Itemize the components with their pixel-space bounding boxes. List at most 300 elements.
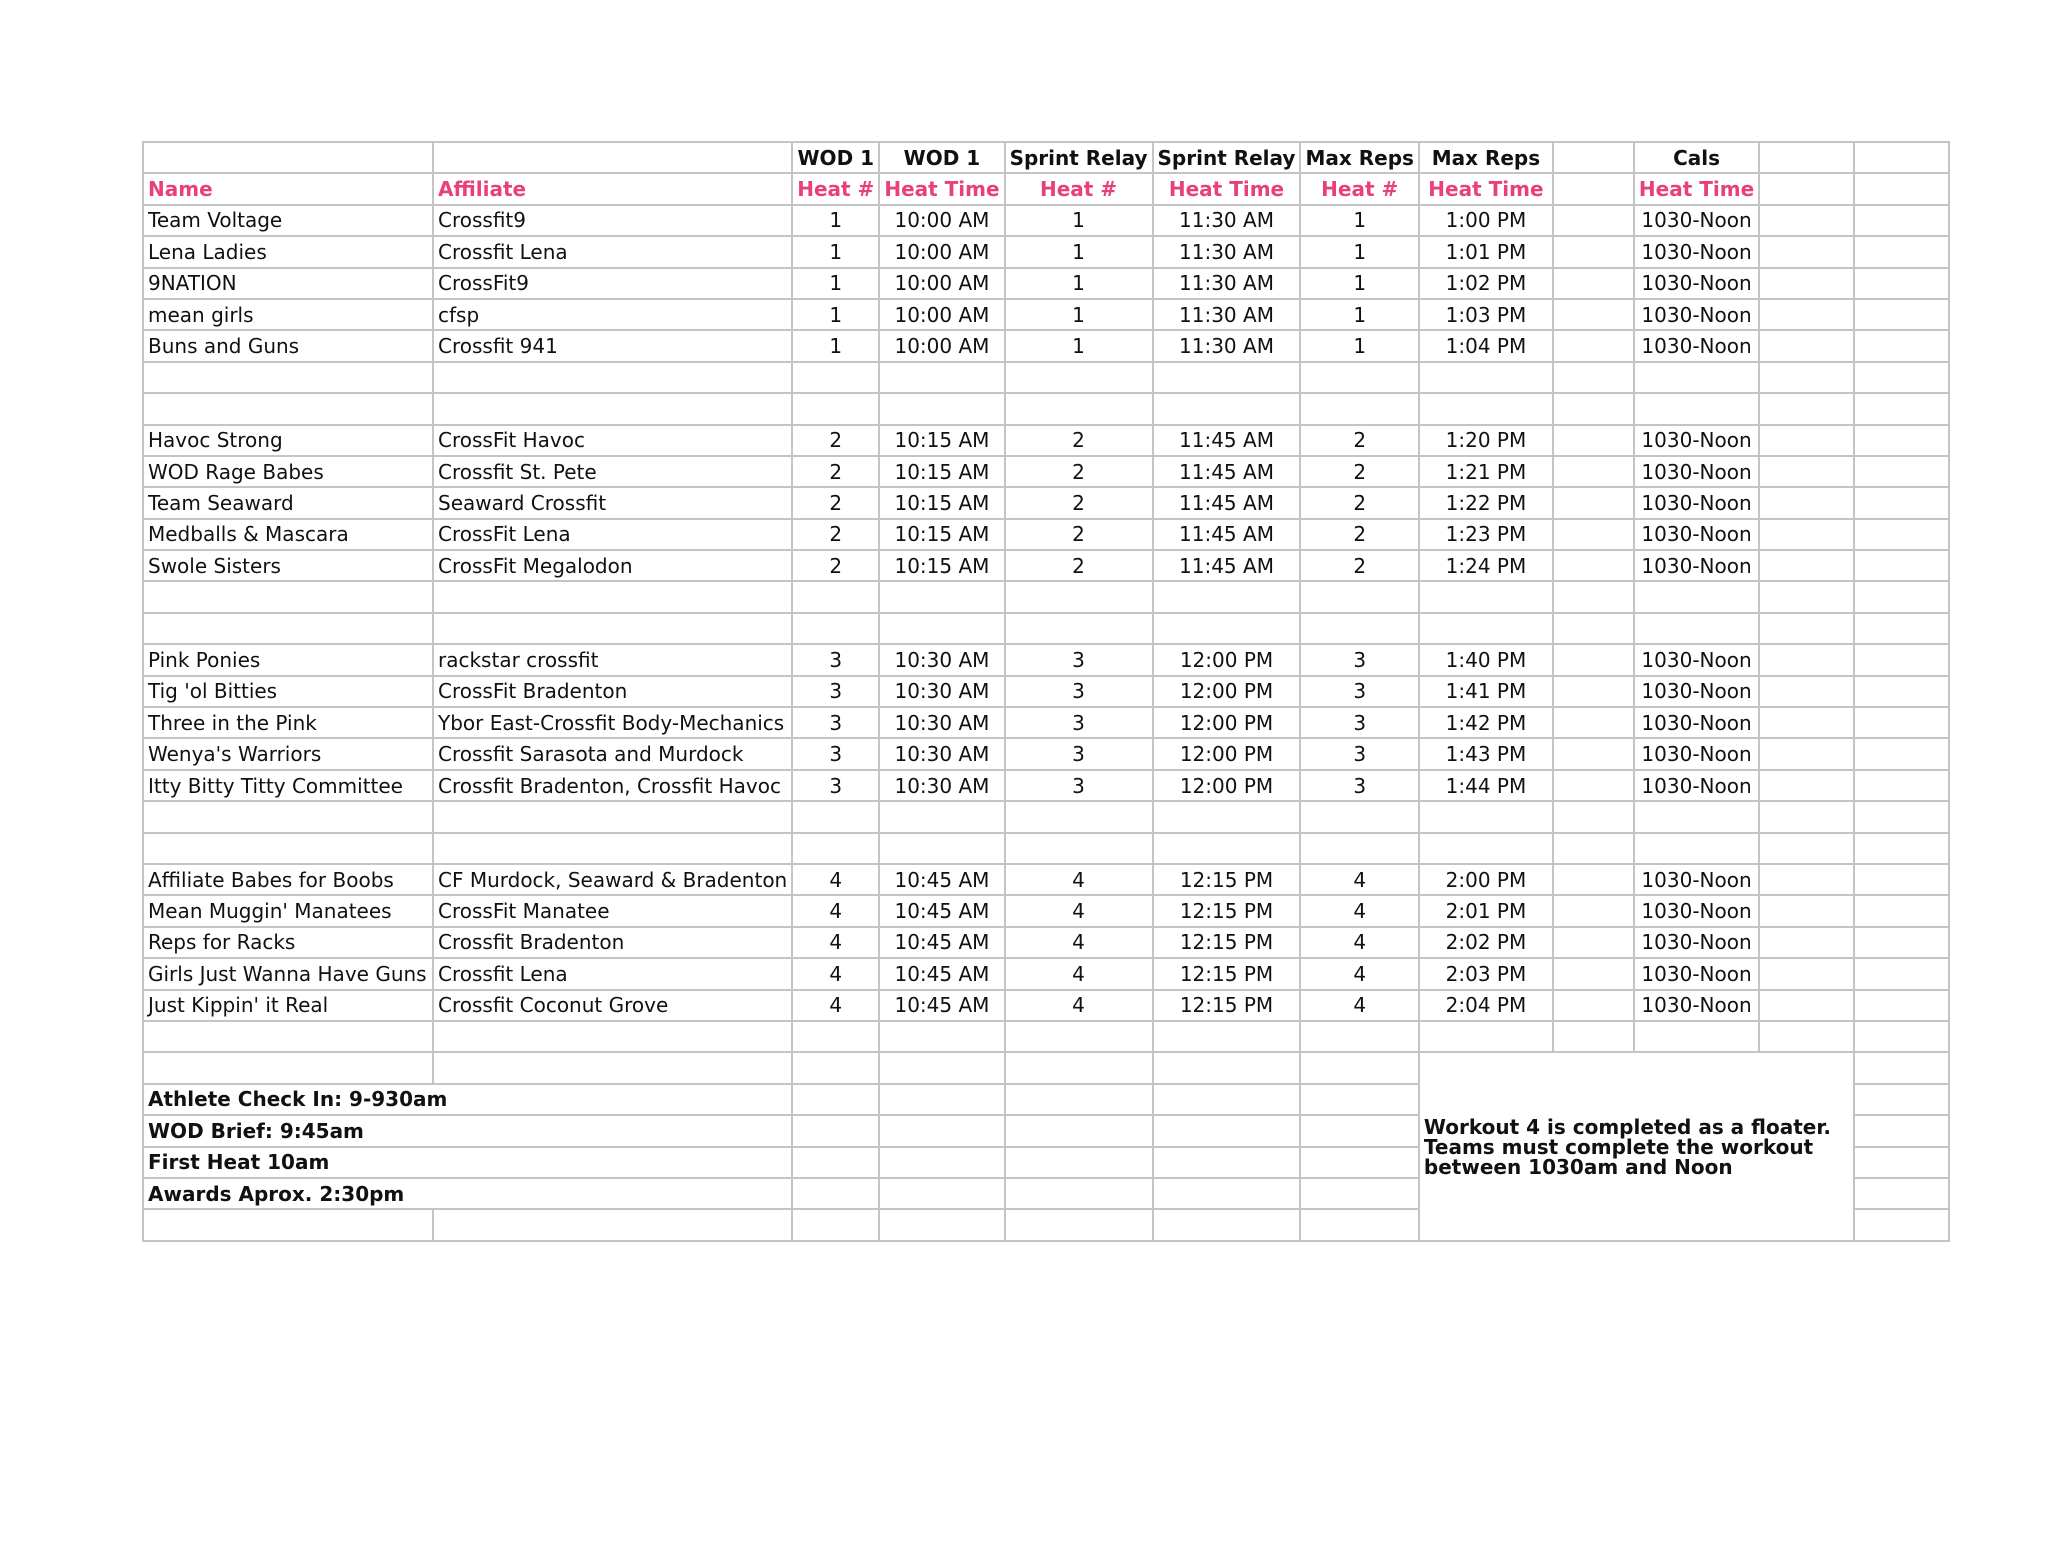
schedule-cell: 10:00 AM [879,268,1004,299]
table-row [143,519,1949,550]
team-name-cell: Havoc Strong [143,425,433,456]
schedule-cell [1553,864,1634,895]
empty-cell [1005,1084,1153,1115]
info-row [143,1052,1949,1083]
schedule-cell: 11:45 AM [1153,425,1301,456]
table-row [143,738,1949,769]
team-name-cell: Affiliate Babes for Boobs [143,864,433,895]
affiliate-cell: Crossfit Lena [433,236,792,267]
schedule-cell: 10:45 AM [879,990,1004,1021]
schedule-cell: 1030-Noon [1634,330,1759,361]
affiliate-cell: Crossfit Bradenton, Crossfit Havoc [433,770,792,801]
schedule-cell [1553,236,1634,267]
schedule-cell [1153,801,1301,832]
schedule-cell [1553,205,1634,236]
schedule-cell [1553,519,1634,550]
team-name-cell: Just Kippin' it Real [143,990,433,1021]
schedule-cell: 12:15 PM [1153,895,1301,926]
schedule-cell: 1 [1005,299,1153,330]
schedule-cell [1300,833,1418,864]
schedule-cell [1005,833,1153,864]
schedule-cell [1553,362,1634,393]
affiliate-cell [433,1021,792,1052]
empty-cell [1005,1147,1153,1178]
schedule-cell [1553,581,1634,612]
schedule-cell: 1 [792,236,879,267]
schedule-cell [1153,613,1301,644]
schedule-cell [1759,676,1854,707]
schedule-cell [1759,487,1854,518]
table-row [143,958,1949,989]
schedule-cell: 1 [792,299,879,330]
schedule-cell [1005,581,1153,612]
schedule-cell [1759,770,1854,801]
affiliate-cell: CrossFit9 [433,268,792,299]
empty-cell [1300,1178,1418,1209]
schedule-cell: 10:00 AM [879,330,1004,361]
schedule-cell [1854,801,1949,832]
schedule-cell: 3 [1005,644,1153,675]
schedule-cell [792,362,879,393]
schedule-cell: 1:44 PM [1419,770,1553,801]
schedule-cell: 11:45 AM [1153,456,1301,487]
schedule-cell [1005,362,1153,393]
schedule-cell: 1 [1005,268,1153,299]
schedule-cell: 2 [1300,519,1418,550]
schedule-cell: 3 [792,644,879,675]
schedule-cell: 2 [1300,550,1418,581]
schedule-cell: 1030-Noon [1634,927,1759,958]
schedule-cell [1553,487,1634,518]
schedule-cell: 1 [1005,330,1153,361]
schedule-cell: 3 [792,707,879,738]
schedule-cell [1553,393,1634,424]
schedule-cell: 1 [792,268,879,299]
affiliate-cell: CrossFit Havoc [433,425,792,456]
schedule-cell [1854,268,1949,299]
schedule-cell: 3 [1005,707,1153,738]
schedule-cell: 2:02 PM [1419,927,1553,958]
schedule-cell: 4 [1300,927,1418,958]
schedule-cell: 12:00 PM [1153,676,1301,707]
schedule-cell: 4 [792,895,879,926]
table-row [143,676,1949,707]
empty-cell [1005,1178,1153,1209]
schedule-cell: 3 [1300,738,1418,769]
schedule-cell [1553,833,1634,864]
schedule-cell: 1030-Noon [1634,519,1759,550]
schedule-cell: 1:04 PM [1419,330,1553,361]
schedule-cell: 2:01 PM [1419,895,1553,926]
table-row [143,864,1949,895]
affiliate-cell: Crossfit Sarasota and Murdock [433,738,792,769]
schedule-cell [1759,581,1854,612]
schedule-cell [1854,425,1949,456]
table-row [143,990,1949,1021]
affiliate-cell [433,581,792,612]
schedule-cell [1759,362,1854,393]
schedule-cell: 1030-Noon [1634,676,1759,707]
info-line: Athlete Check In: 9-930am [143,1084,792,1115]
table-row [143,487,1949,518]
schedule-cell [1553,958,1634,989]
schedule-cell [1553,268,1634,299]
affiliate-cell: rackstar crossfit [433,644,792,675]
note-line: Workout 4 is completed as a floater. [1423,1114,1831,1139]
schedule-cell [1553,770,1634,801]
schedule-cell [1419,581,1553,612]
schedule-cell [1759,864,1854,895]
schedule-cell: 10:15 AM [879,519,1004,550]
affiliate-cell: CrossFit Bradenton [433,676,792,707]
schedule-cell [1854,487,1949,518]
schedule-cell [1634,801,1759,832]
team-name-cell [143,613,433,644]
schedule-cell: 11:30 AM [1153,205,1301,236]
empty-cell [1300,1147,1418,1178]
event-header: Sprint Relay [1005,142,1153,173]
table-row [143,393,1949,424]
schedule-cell: 1 [1300,330,1418,361]
affiliate-cell: Crossfit 941 [433,330,792,361]
affiliate-cell: Ybor East-Crossfit Body-Mechanics [433,707,792,738]
schedule-cell: 4 [1005,864,1153,895]
schedule-cell [1553,330,1634,361]
schedule-cell: 3 [792,738,879,769]
schedule-cell [1854,864,1949,895]
schedule-cell: 1:01 PM [1419,236,1553,267]
table-row [143,425,1949,456]
schedule-cell [1854,362,1949,393]
schedule-cell: 10:15 AM [879,425,1004,456]
schedule-cell [1553,299,1634,330]
schedule-cell [1759,895,1854,926]
column-header: Heat Time [879,173,1004,204]
schedule-cell: 1030-Noon [1634,456,1759,487]
schedule-cell: 1:43 PM [1419,738,1553,769]
table-row [143,833,1949,864]
empty-cell [879,1115,1004,1146]
event-header: Sprint Relay [1153,142,1301,173]
schedule-cell [1553,425,1634,456]
schedule-cell [1759,393,1854,424]
schedule-cell [1759,519,1854,550]
schedule-cell [1300,801,1418,832]
table-row [143,268,1949,299]
affiliate-cell [433,393,792,424]
schedule-cell: 4 [1300,990,1418,1021]
schedule-cell [1153,1021,1301,1052]
schedule-cell: 4 [1005,958,1153,989]
column-header: Heat # [1300,173,1418,204]
schedule-cell: 11:45 AM [1153,550,1301,581]
schedule-cell: 1 [1005,236,1153,267]
schedule-cell [1300,1021,1418,1052]
schedule-cell: 3 [1300,707,1418,738]
schedule-cell: 1030-Noon [1634,236,1759,267]
schedule-cell: 1030-Noon [1634,738,1759,769]
schedule-cell: 4 [1300,958,1418,989]
info-line [143,1052,433,1083]
event-header [1854,142,1949,173]
schedule-cell [1854,1021,1949,1052]
schedule-cell [1759,425,1854,456]
schedule-cell: 2 [1300,487,1418,518]
affiliate-cell: CrossFit Lena [433,519,792,550]
schedule-cell: 11:30 AM [1153,299,1301,330]
schedule-cell [792,1021,879,1052]
schedule-cell [1553,676,1634,707]
empty-cell [1854,1115,1949,1146]
schedule-cell: 12:00 PM [1153,770,1301,801]
schedule-cell: 12:00 PM [1153,644,1301,675]
schedule-cell: 1030-Noon [1634,864,1759,895]
schedule-cell: 3 [1300,770,1418,801]
schedule-cell [1854,205,1949,236]
column-header: Heat Time [1153,173,1301,204]
schedule-cell: 1030-Noon [1634,770,1759,801]
team-name-cell [143,362,433,393]
team-name-cell: Three in the Pink [143,707,433,738]
affiliate-cell: CrossFit Manatee [433,895,792,926]
schedule-cell: 11:30 AM [1153,330,1301,361]
empty-cell [1300,1084,1418,1115]
schedule-cell [1854,644,1949,675]
schedule-cell [1759,330,1854,361]
schedule-cell [1553,707,1634,738]
schedule-cell: 4 [1005,895,1153,926]
empty-cell [1300,1115,1418,1146]
schedule-cell: 10:00 AM [879,236,1004,267]
affiliate-cell [433,613,792,644]
schedule-cell [1854,770,1949,801]
schedule-cell [1300,393,1418,424]
schedule-cell: 12:15 PM [1153,927,1301,958]
schedule-cell: 2 [1005,550,1153,581]
schedule-cell [1759,456,1854,487]
schedule-cell [1854,707,1949,738]
empty-cell [879,1147,1004,1178]
schedule-cell: 12:00 PM [1153,707,1301,738]
affiliate-cell: Crossfit Bradenton [433,927,792,958]
table-row [143,1021,1949,1052]
schedule-cell [1854,833,1949,864]
schedule-cell [1759,236,1854,267]
empty-cell [879,1052,1004,1083]
schedule-cell: 2:03 PM [1419,958,1553,989]
empty-cell [1300,1209,1418,1240]
schedule-cell [879,1021,1004,1052]
schedule-cell: 1:22 PM [1419,487,1553,518]
empty-cell [1854,1178,1949,1209]
schedule-cell: 10:15 AM [879,487,1004,518]
schedule-cell [1854,958,1949,989]
schedule-cell [1553,456,1634,487]
schedule-cell: 10:00 AM [879,205,1004,236]
schedule-cell [1005,613,1153,644]
schedule-cell [1759,268,1854,299]
schedule-cell: 2 [1005,425,1153,456]
event-header: WOD 1 [792,142,879,173]
column-header: Heat Time [1419,173,1553,204]
schedule-cell: 1 [792,205,879,236]
schedule-cell [1854,393,1949,424]
table-row [143,770,1949,801]
schedule-cell [1759,801,1854,832]
schedule-cell [1005,1021,1153,1052]
empty-cell [1854,1209,1949,1240]
affiliate-cell: Seaward Crossfit [433,487,792,518]
affiliate-cell [433,833,792,864]
schedule-cell [1854,519,1949,550]
schedule-cell [1854,613,1949,644]
schedule-cell [1153,362,1301,393]
schedule-cell: 1030-Noon [1634,268,1759,299]
team-name-cell: Pink Ponies [143,644,433,675]
schedule-cell: 2 [1300,456,1418,487]
table-row [143,644,1949,675]
empty-cell [792,1084,879,1115]
team-name-cell: Reps for Racks [143,927,433,958]
schedule-cell: 2 [792,487,879,518]
team-name-cell: Mean Muggin' Manatees [143,895,433,926]
schedule-cell [792,581,879,612]
team-name-cell [143,1021,433,1052]
schedule-cell [1759,299,1854,330]
event-header [143,142,433,173]
schedule-cell: 2:00 PM [1419,864,1553,895]
team-name-cell [143,393,433,424]
schedule-cell [1759,205,1854,236]
schedule-cell: 11:30 AM [1153,236,1301,267]
schedule-cell [1300,613,1418,644]
schedule-cell: 12:15 PM [1153,958,1301,989]
empty-cell [1153,1209,1301,1240]
schedule-cell: 1 [1300,236,1418,267]
schedule-cell: 1:20 PM [1419,425,1553,456]
schedule-cell: 3 [1005,676,1153,707]
schedule-cell [1854,895,1949,926]
schedule-cell: 10:45 AM [879,927,1004,958]
empty-cell [792,1209,879,1240]
team-name-cell [143,801,433,832]
empty-cell [1153,1084,1301,1115]
affiliate-cell: Crossfit Coconut Grove [433,990,792,1021]
schedule-cell [1553,738,1634,769]
schedule-cell: 10:30 AM [879,738,1004,769]
schedule-cell [1005,801,1153,832]
schedule-cell [792,613,879,644]
schedule-cell: 1:00 PM [1419,205,1553,236]
schedule-cell: 1030-Noon [1634,550,1759,581]
team-name-cell: Tig 'ol Bitties [143,676,433,707]
schedule-cell: 3 [792,770,879,801]
schedule-cell: 4 [792,990,879,1021]
schedule-cell [1854,456,1949,487]
schedule-cell: 1 [1300,205,1418,236]
schedule-cell: 1:23 PM [1419,519,1553,550]
schedule-cell [1005,393,1153,424]
schedule-cell: 11:45 AM [1153,487,1301,518]
schedule-cell [1854,550,1949,581]
schedule-cell [879,393,1004,424]
schedule-cell: 10:45 AM [879,864,1004,895]
schedule-cell [879,362,1004,393]
schedule-cell [1419,393,1553,424]
schedule-cell [879,801,1004,832]
schedule-cell [792,801,879,832]
schedule-cell [1759,707,1854,738]
note-line: Teams must complete the workout [1423,1134,1814,1159]
schedule-cell: 12:15 PM [1153,864,1301,895]
schedule-cell [1854,299,1949,330]
event-header [433,142,792,173]
column-header: Heat Time [1634,173,1759,204]
schedule-cell [1300,581,1418,612]
schedule-cell [1634,581,1759,612]
table-row [143,236,1949,267]
schedule-cell [1854,581,1949,612]
schedule-cell [1759,833,1854,864]
team-name-cell [143,581,433,612]
table-row [143,330,1949,361]
team-name-cell: 9NATION [143,268,433,299]
schedule-cell: 1030-Noon [1634,707,1759,738]
schedule-cell [1759,550,1854,581]
schedule-cell: 4 [1005,927,1153,958]
empty-cell [1005,1052,1153,1083]
team-name-cell: Buns and Guns [143,330,433,361]
floater-note [1419,1052,1854,1240]
header-row-events [143,142,1949,173]
affiliate-cell [433,801,792,832]
schedule-cell: 4 [792,864,879,895]
schedule-cell [792,393,879,424]
schedule-cell: 4 [1300,864,1418,895]
affiliate-cell: Crossfit9 [433,205,792,236]
schedule-cell [1553,801,1634,832]
column-header [1553,173,1634,204]
schedule-cell: 1 [1300,299,1418,330]
info-line: WOD Brief: 9:45am [143,1115,792,1146]
table-row [143,613,1949,644]
schedule-cell [1854,990,1949,1021]
schedule-cell: 1030-Noon [1634,299,1759,330]
schedule-cell [1634,833,1759,864]
schedule-cell [1634,613,1759,644]
affiliate-cell: CrossFit Megalodon [433,550,792,581]
schedule-cell [1553,550,1634,581]
schedule-cell [1634,1021,1759,1052]
affiliate-cell [433,362,792,393]
schedule-cell [1419,362,1553,393]
table-row [143,927,1949,958]
schedule-cell: 3 [1005,770,1153,801]
schedule-cell: 2 [1300,425,1418,456]
table-row [143,362,1949,393]
schedule-cell: 1030-Noon [1634,958,1759,989]
schedule-cell [1634,362,1759,393]
schedule-cell: 10:45 AM [879,958,1004,989]
column-header: Heat # [1005,173,1153,204]
schedule-cell: 1:21 PM [1419,456,1553,487]
team-name-cell: mean girls [143,299,433,330]
schedule-cell: 1 [1005,205,1153,236]
schedule-cell: 10:30 AM [879,676,1004,707]
schedule-table [142,141,1950,1242]
schedule-cell: 4 [1300,895,1418,926]
schedule-cell [1854,330,1949,361]
